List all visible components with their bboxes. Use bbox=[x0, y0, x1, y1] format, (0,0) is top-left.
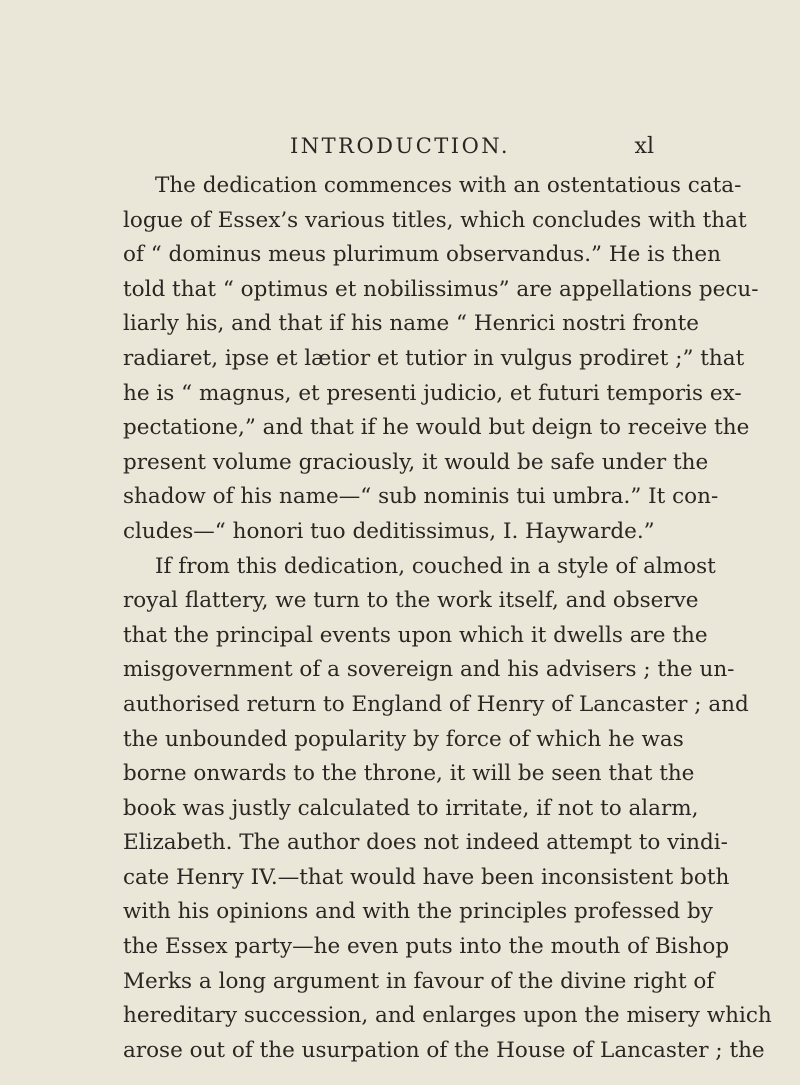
text-line: the Essex party—he even puts into the mouth of Bishop bbox=[123, 934, 730, 960]
text-line: present volume graciously, it would be safe under the bbox=[123, 449, 709, 475]
page-number: xl bbox=[634, 134, 654, 159]
text-line: liarly his, and that if his name “ Henrici nostri fronte bbox=[123, 311, 699, 337]
text-line: cate Henry IV.—that would have been inconsistent both bbox=[123, 864, 730, 890]
text-line: The dedication commences with an ostentatious cata- bbox=[155, 173, 742, 198]
text-line: of “ dominus meus plurimum observandus.” He is then bbox=[123, 242, 721, 268]
text-line: Elizabeth. The author does not indeed attempt to vindi- bbox=[123, 830, 728, 856]
text-line: arose out of the usurpation of the House of Lancaster ; the bbox=[123, 1037, 765, 1063]
text-line: with his opinions and with the principles professed by bbox=[123, 899, 713, 925]
text-line: hereditary succession, and enlarges upon the misery which bbox=[123, 1003, 772, 1029]
page-header bbox=[0, 134, 800, 164]
text-line: Merks a long argument in favour of the divine right of bbox=[123, 968, 715, 994]
text-line: shadow of his name—“ sub nominis tui umbra.” It con- bbox=[123, 484, 719, 510]
text-line: borne onwards to the throne, it will be seen that the bbox=[123, 761, 695, 787]
text-line: pectatione,” and that if he would but deign to receive the bbox=[123, 415, 750, 441]
text-line: logue of Essex’s various titles, which concludes with that bbox=[123, 207, 747, 233]
body-text bbox=[123, 169, 772, 1068]
text-line: told that “ optimus et nobilissimus” are appellations pecu- bbox=[123, 276, 759, 302]
text-line: book was justly calculated to irritate, if not to alarm, bbox=[123, 795, 699, 821]
running-title: INTRODUCTION. bbox=[289, 134, 511, 158]
text-line: royal flattery, we turn to the work itself, and observe bbox=[123, 588, 699, 614]
text-line: If from this dedication, couched in a style of almost bbox=[155, 553, 716, 579]
text-line: he is “ magnus, et presenti judicio, et futuri temporis ex- bbox=[123, 380, 742, 406]
text-line: radiaret, ipse et lætior et tutior in vulgus prodiret ;” that bbox=[123, 345, 745, 371]
text-line: misgovernment of a sovereign and his advisers ; the un- bbox=[123, 657, 735, 683]
text-line: that the principal events upon which it dwells are the bbox=[123, 622, 708, 648]
text-line: cludes—“ honori tuo deditissimus, I. Haywarde.” bbox=[123, 518, 655, 544]
text-line: the unbounded popularity by force of which he was bbox=[123, 726, 684, 752]
text-line: authorised return to England of Henry of Lancaster ; and bbox=[123, 691, 749, 717]
